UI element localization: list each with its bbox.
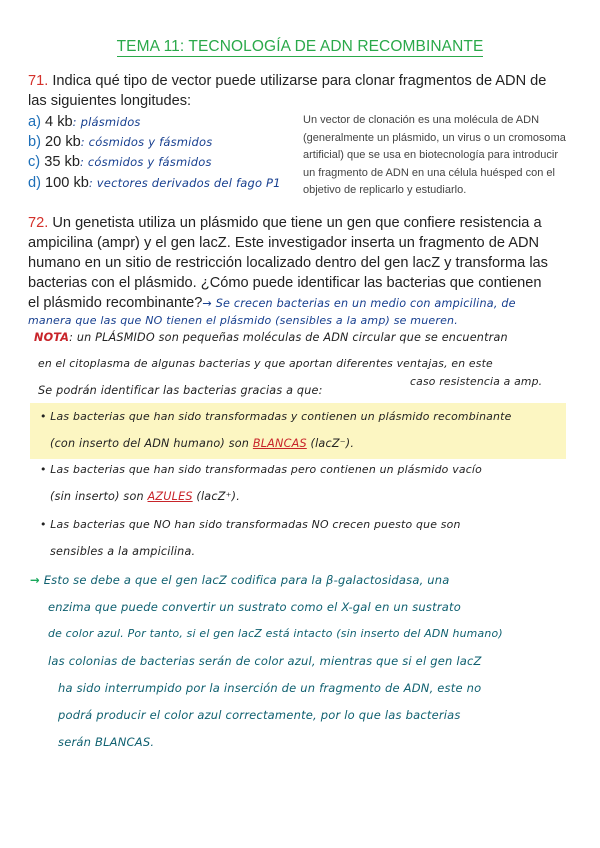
item-answer: : plásmidos xyxy=(72,115,141,129)
item-letter: d) xyxy=(28,175,41,191)
blancas-label: BLANCAS xyxy=(252,437,307,450)
q72-statement-line1 xyxy=(28,213,542,233)
explanation-line5: ha sido interrumpido por la inserción de un fragmento de ADN, este no xyxy=(58,681,482,695)
explanation-line1 xyxy=(30,573,450,587)
q71-item-c xyxy=(28,152,212,172)
bullet1-line2 xyxy=(50,437,354,450)
page-title xyxy=(0,38,600,56)
nota-line1 xyxy=(34,331,508,344)
q72-statement-line4: bacterias con el plásmido. ¿Cómo puede identificar las bacterias que contienen xyxy=(28,275,542,291)
arrow-icon: → xyxy=(30,573,40,587)
item-letter: a) xyxy=(28,114,41,130)
item-answer: : cósmidos y fásmidos xyxy=(79,155,212,169)
vector-definition xyxy=(303,112,593,200)
definition-line: Un vector de clonación es una molécula de ADN xyxy=(303,114,540,126)
q71-statement-line2: las siguientes longitudes: xyxy=(28,93,192,109)
nota-line2: en el citoplasma de algunas bacterias y que aportan diferentes ventajas, en este xyxy=(38,357,493,370)
item-size: 35 kb xyxy=(44,154,80,170)
item-size: 4 kb xyxy=(45,114,73,130)
q72-text-5: el plásmido recombinante? xyxy=(28,295,203,311)
definition-line: objetivo de replicarlo y estudiarlo. xyxy=(303,184,467,196)
title-text: TEMA 11: TECNOLOGÍA DE ADN RECOMBINANTE xyxy=(116,38,484,55)
definition-line: un fragmento de ADN en una célula huésped con el xyxy=(303,166,555,179)
nota-label: NOTA xyxy=(34,331,70,344)
explanation-line3: de color azul. Por tanto, si el gen lacZ está intacto (sin inserto del ADN humano) xyxy=(48,627,503,640)
q71-text-1: Indica qué tipo de vector puede utilizarse para clonar fragmentos de ADN de xyxy=(52,73,547,89)
explanation-text-1: Esto se debe a que el gen lacZ codifica para la β-galactosidasa, una xyxy=(43,573,450,587)
bullet2-line1: • Las bacterias que han sido transformadas pero contienen un plásmido vacío xyxy=(40,463,483,476)
azules-label: AZULES xyxy=(147,490,193,503)
explanation-line7: serán BLANCAS. xyxy=(58,735,155,749)
q71-number: 71. xyxy=(28,73,49,89)
q72-text-1: Un genetista utiliza un plásmido que tiene un gen que confiere resistencia a xyxy=(52,215,542,231)
item-answer: : cósmidos y fásmidos xyxy=(80,135,213,149)
item-letter: b) xyxy=(28,134,41,150)
bullet2-line2 xyxy=(50,490,240,503)
q71-item-b xyxy=(28,132,212,152)
nota-line3: Se podrán identificar las bacterias gracias a que: xyxy=(38,384,323,397)
definition-line: (generalmente un plásmido, un virus o un cromosoma xyxy=(303,131,566,144)
bullet3-line1: • Las bacterias que NO han sido transformadas NO crecen puesto que son xyxy=(40,518,461,531)
bullet1-line1: • Las bacterias que han sido transformadas y contienen un plásmido recombinante xyxy=(40,410,512,423)
q71-statement-line1 xyxy=(28,71,546,91)
bullet2-text: (sin inserto) son xyxy=(50,490,144,503)
bullet3-line2: sensibles a la ampicilina. xyxy=(50,545,196,558)
explanation-line2: enzima que puede convertir un sustrato como el X-gal en un sustrato xyxy=(48,600,461,614)
q71-item-d xyxy=(28,173,281,193)
definition-line: artificial) que se usa en biotecnología para introducir xyxy=(303,149,558,161)
q72-answer-2: manera que las que NO tienen el plásmido (sensibles a la amp) se mueren. xyxy=(28,314,458,327)
q71-item-a xyxy=(28,112,141,132)
item-size: 100 kb xyxy=(45,175,89,191)
item-letter: c) xyxy=(28,154,41,170)
q72-statement-line5 xyxy=(28,293,516,314)
explanation-line4: las colonias de bacterias serán de color azul, mientras que si el gen lacZ xyxy=(48,654,482,668)
q72-number: 72. xyxy=(28,215,49,231)
q72-statement-line2: ampicilina (ampr) y el gen lacZ. Este investigador inserta un fragmento de ADN xyxy=(28,235,540,251)
nota-text: : un PLÁSMIDO son pequeñas moléculas de ADN circular que se encuentran xyxy=(69,331,508,344)
item-size: 20 kb xyxy=(45,134,81,150)
bullet1-text: (con inserto del ADN humano) son xyxy=(50,437,250,450)
q72-answer-1: → Se crecen bacterias en un medio con ampicilina, de xyxy=(202,297,516,310)
bullet2-lacz: (lacZ⁺). xyxy=(196,490,240,503)
nota-line2b: caso resistencia a amp. xyxy=(410,375,543,388)
q72-statement-line3: humano en un sitio de restricción localizado dentro del gen lacZ y transforma las xyxy=(28,255,548,271)
item-answer: : vectores derivados del fago P1 xyxy=(88,176,281,190)
bullet1-lacz: (lacZ⁻). xyxy=(310,437,355,450)
explanation-line6: podrá producir el color azul correctamente, por lo que las bacterias xyxy=(58,708,461,722)
